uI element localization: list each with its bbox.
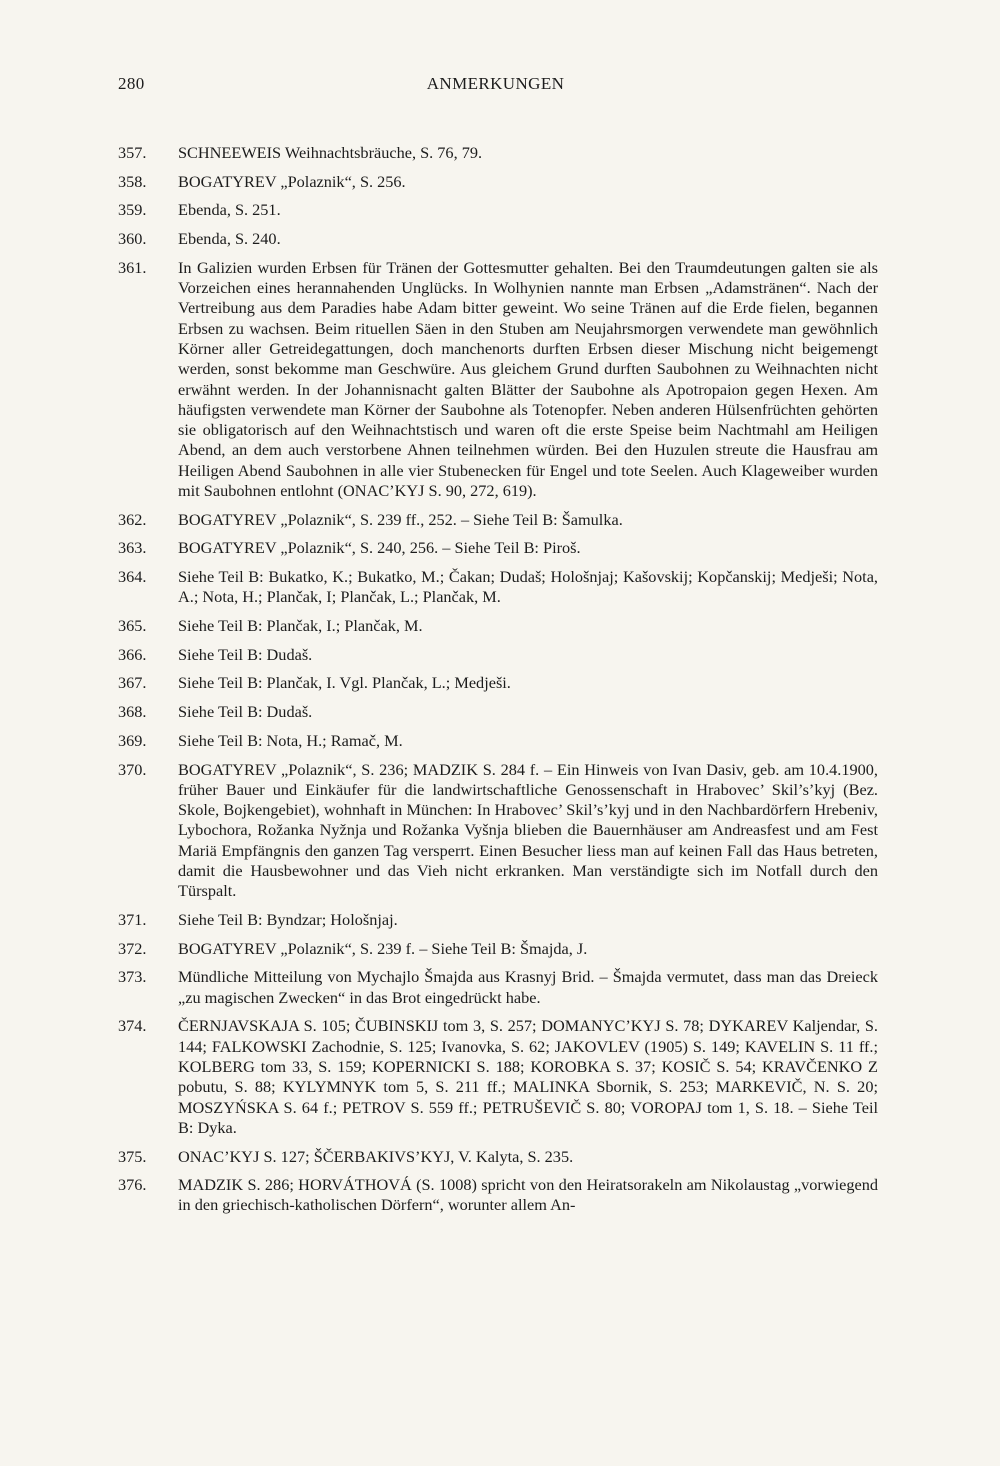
note-number: 376. [118, 1175, 147, 1195]
note-text: Siehe Teil B: Dudaš. [178, 644, 313, 664]
note-number: 362. [118, 509, 147, 529]
note-361 [118, 258, 878, 502]
running-title: ANMERKUNGEN [426, 74, 565, 93]
note-369 [118, 731, 878, 751]
note-text: SCHNEEWEIS Weihnachtsbräuche, S. 76, 79. [178, 143, 483, 162]
note-number: 358. [118, 171, 147, 191]
note-362 [118, 510, 878, 530]
note-number: 375. [118, 1146, 147, 1166]
note-text: Siehe Teil B: Nota, H.; Ramač, M. [178, 730, 403, 750]
page-number: 280 [118, 74, 145, 93]
note-text: ČERNJAVSKAJA S. 105; ČUBINSKIJ tom 3, S. 257; DOMANYC’KYJ S. 78; DYKAREV Kaljendar, S. 144; FALKOWSKI Zachodnie, S. 125; Ivanovka, S. 62; JAKOVLEV (1905) S. 149; KAVELIN S. 11 ff.; KOLBERG tom 33, S. 159; KOPERNICKI S. 188; KOROBKA S. 37; KOSIČ S. 54; KRAVČENKO Z pobutu, S. 88; KYLYMNYK tom 5, S. 211 ff.; MALINKA Sbornik, S. 253; MARKEVIČ, N. S. 20; MOSZYŃSKA S. 64 f.; PETROV S. 559 ff.; PETRUŠEVIČ S. 80; VOROPAJ tom 1, S. 18. – Siehe Teil B: Dyka. [178, 1016, 878, 1137]
note-374 [118, 1016, 878, 1138]
note-358 [118, 172, 878, 192]
notes-list [118, 143, 878, 1224]
note-text: BOGATYREV „Polaznik“, S. 236; MADZIK S. 284 f. – Ein Hinweis von Ivan Dasiv, geb. am 10.4.1900, früher Bauer und Einkäufer für die landwirtschaftliche Genossenschaft in Hrabovec’ Skil’s’kyj (Bez. Skole, Bojkengebiet), wohnhaft in München: In Hrabovec’ Skil’s’kyj und in den Nachbardörfern Hrebeniv, Lybochora, Rožanka Nyžnja und Rožanka Vyšnja blieben die Bauernhäuser am Andreasfest und am Fest Mariä Empfängnis den ganzen Tag versperrt. Einen Besucher liess man auf keinen Fall das Haus betreten, damit die Hausbewohner und das Vieh nicht erkranken. Man verständigte sich im Notfall durch den Türspalt. [178, 759, 878, 901]
note-363 [118, 538, 878, 558]
note-number: 368. [118, 702, 147, 722]
note-number: 370. [118, 759, 147, 779]
note-text: ONAC’KYJ S. 127; ŠČERBAKIVS’KYJ, V. Kalyta, S. 235. [178, 1146, 574, 1166]
note-number: 363. [118, 538, 147, 558]
note-number: 373. [118, 967, 147, 987]
note-number: 359. [118, 200, 147, 220]
note-text: Siehe Teil B: Dudaš. [178, 702, 313, 722]
note-370 [118, 760, 878, 902]
note-number: 361. [118, 257, 147, 277]
note-text: Ebenda, S. 240. [178, 229, 281, 249]
note-number: 371. [118, 909, 147, 929]
note-366 [118, 645, 878, 665]
note-number: 369. [118, 730, 147, 750]
note-text: In Galizien wurden Erbsen für Tränen der Gottesmutter gehalten. Bei den Traumdeutungen galten sie als Vorzeichen eines herannahenden Unglücks. In Wolhynien nannte man Erbsen „Adamstränen“. Nach der Vertreibung aus dem Paradies habe Adam bitter geweint. Wo seine Tränen auf die Erde fielen, begannen Erbsen zu wachsen. Beim rituellen Säen in den Stuben am Neujahrsmorgen verwendete man gewöhnlich Körner aller Getreidegattungen, doch manchenorts durften Erbsen dieser Mischung nicht beigemengt werden, sonst bekomme man Geschwüre. Aus gleichem Grund durften Saubohnen zu Weihnachten nicht erwähnt werden. In der Johannisnacht galten Blätter der Saubohne als Apotropaion gegen Hexen. Am häufigsten verwendete man Körner der Saubohne als Totenopfer. Neben anderen Hülsenfrüchten gehörten sie obligatorisch auf den Weihnachtstisch und waren oft die erste Speise beim Nachtmahl am Heiligen Abend, an dem auch verstorbene Ahnen teilnehmen würden. Bei den Huzulen streute die Hausfrau am Heiligen Abend Saubohnen in alle vier Stubenecken für Engel und tote Seelen. Auch Klageweiber wurden mit Saubohnen entlohnt (ONAC’KYJ S. 90, 272, 619). [178, 257, 878, 501]
note-367 [118, 673, 878, 693]
note-371 [118, 910, 878, 930]
note-text: MADZIK S. 286; HORVÁTHOVÁ (S. 1008) spricht von den Heiratsorakeln am Nikolaustag „vorwiegend in den griechisch-katholischen Dörfern“, worunter allem An- [178, 1175, 878, 1215]
note-text: Ebenda, S. 251. [178, 200, 281, 220]
note-365 [118, 616, 878, 636]
note-text: Siehe Teil B: Plančak, I.; Plančak, M. [178, 616, 423, 636]
note-359 [118, 200, 878, 220]
note-357 [118, 143, 878, 163]
note-number: 357. [118, 143, 147, 162]
note-373 [118, 967, 878, 1008]
note-360 [118, 229, 878, 249]
note-text: BOGATYREV „Polaznik“, S. 240, 256. – Siehe Teil B: Piroš. [178, 538, 581, 558]
note-text: Mündliche Mitteilung von Mychajlo Šmajda aus Krasnyj Brid. – Šmajda vermutet, dass man das Dreieck „zu magischen Zwecken“ in das Brot eingedrückt habe. [178, 967, 878, 1007]
note-text: Siehe Teil B: Plančak, I. Vgl. Plančak, L.; Medješi. [178, 673, 511, 693]
note-number: 365. [118, 616, 147, 636]
note-number: 367. [118, 673, 147, 693]
note-text: Siehe Teil B: Bukatko, K.; Bukatko, M.; Čakan; Dudaš; Hološnjaj; Kašovskij; Kopčanskij; Medješi; Nota, A.; Nota, H.; Plančak, I; Plančak, L.; Plančak, M. [178, 567, 878, 607]
note-372 [118, 939, 878, 959]
note-number: 360. [118, 229, 147, 249]
note-368 [118, 702, 878, 722]
note-text: BOGATYREV „Polaznik“, S. 256. [178, 171, 406, 191]
note-364 [118, 567, 878, 608]
note-number: 374. [118, 1016, 147, 1036]
note-376 [118, 1175, 878, 1216]
note-number: 364. [118, 567, 147, 587]
note-text: BOGATYREV „Polaznik“, S. 239 f. – Siehe Teil B: Šmajda, J. [178, 938, 588, 958]
note-number: 366. [118, 644, 147, 664]
note-text: Siehe Teil B: Byndzar; Hološnjaj. [178, 909, 398, 929]
note-text: BOGATYREV „Polaznik“, S. 239 ff., 252. – Siehe Teil B: Šamulka. [178, 509, 623, 529]
note-number: 372. [118, 938, 147, 958]
note-375 [118, 1147, 878, 1167]
page-header [118, 74, 873, 98]
